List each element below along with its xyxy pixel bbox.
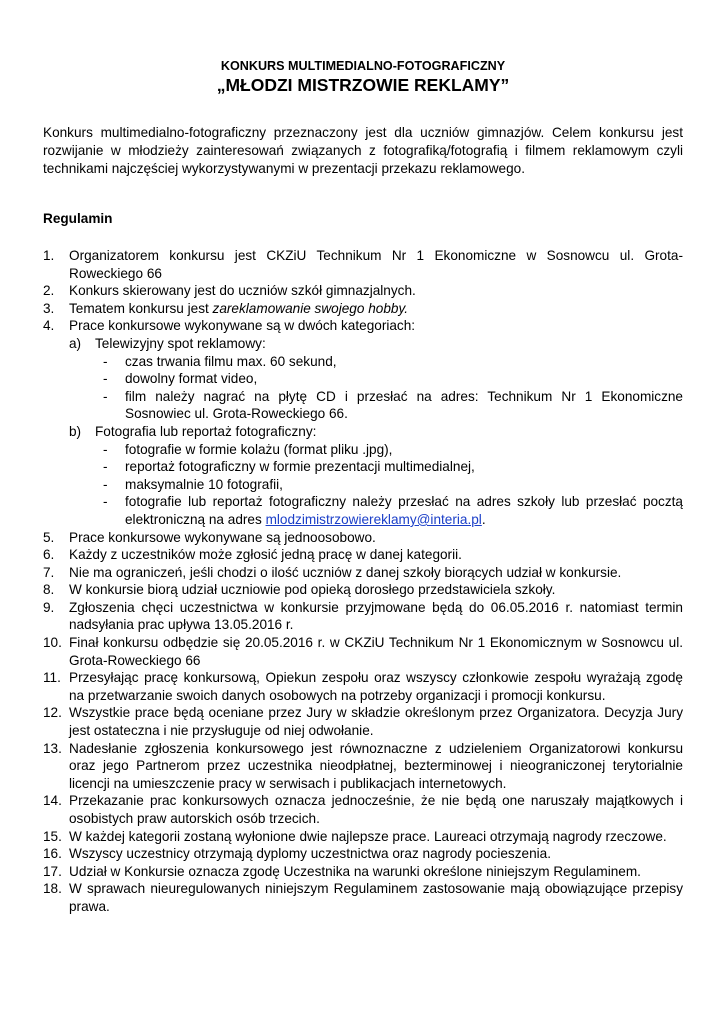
rule-text: W każdej kategorii zostaną wyłonione dwie najlepsze prace. Laureaci otrzymają nagrody rzeczowe.	[69, 828, 667, 844]
rule-text: Konkurs skierowany jest do uczniów szkół gimnazjalnych.	[69, 283, 416, 299]
rule-text: Nie ma ograniczeń, jeśli chodzi o ilość uczniów z danej szkoły biorących udział w konkursie.	[69, 564, 622, 580]
list-item: - maksymalnie 10 fotografii,	[103, 476, 283, 492]
regulamin-heading: Regulamin	[43, 211, 113, 226]
category-a: a) Telewizyjny spot reklamowy: - czas trwania filmu max. 60 sekund, - dowolny format video, - film należy nagrać na płytę CD i przesłać na adres: Technikum Nr 1 Ekonomiczne Sosnowiec ul. Grota-Roweckiego 66.	[69, 335, 683, 422]
rule-text: Przekazanie prac konkursowych oznacza jednocześnie, że nie będą one naruszały majątkowych i osobistych praw autorskich osób trzecich.	[69, 793, 683, 826]
rule-text: W konkursie biorą udział uczniowie pod opieką dorosłego przedstawiciela szkoły.	[69, 582, 556, 598]
rule-text: Zgłoszenia chęci uczestnictwa w konkursie przyjmowane będą do 06.05.2016 r. natomiast termin nadsyłania prac upływa 13.05.2016 r.	[69, 599, 683, 633]
rule-item-5: 5. Prace konkursowe wykonywane są jednoosobowo.	[43, 529, 376, 545]
rule-text-italic: zareklamowanie swojego hobby.	[212, 300, 409, 316]
list-item: - dowolny format video,	[103, 371, 258, 387]
rule-item-16: 16. Wszyscy uczestnicy otrzymają dyplomy uczestnictwa oraz nagrody pocieszenia.	[43, 846, 552, 862]
email-link[interactable]: mlodzimistrzowiereklamy@interia.pl	[265, 511, 482, 527]
rule-item-12: 12. Wszystkie prace będą oceniane przez Jury w składzie określonym przez Organizatora. Decyzja Jury jest ostateczna i nie przysługuje od niej odwołanie.	[43, 705, 683, 739]
rule-text: Organizatorem konkursu jest CKZiU Technikum Nr 1 Ekonomiczne w Sosnowcu ul. Grota-Roweckiego 66	[69, 248, 683, 281]
rule-item-4: 4. Prace konkursowe wykonywane są w dwóch kategoriach: a) Telewizyjny spot reklamowy: - czas trwania filmu max. 60 sekund, - dowolny format video, - film należy nagrać na płytę CD i przesłać na adres: Technikum Nr 1 Ekonomiczne Sosnowiec ul. Grota-Roweckiego 66. b) Fotografia lub reportaż fotograficzny: - fotografie w formie kolażu (format pliku .jpg), - reportaż fotograficzny w formie prezentacji multimedialnej, - maksymalnie 10 fotografii, - fotografie lub reportaż fotograficzny należy przesłać na adres szkoły lub przesłać pocztą elektroniczną na adres mlodzimistrzowiereklamy@interia.pl.	[43, 318, 683, 527]
rule-item-17: 17. Udział w Konkursie oznacza zgodę Uczestnika na warunki określone niniejszym Regulaminem.	[43, 863, 641, 879]
list-item: - film należy nagrać na płytę CD i przesłać na adres: Technikum Nr 1 Ekonomiczne Sosnowiec ul. Grota-Roweckiego 66.	[103, 388, 683, 422]
rule-item-11: 11. Przesyłając pracę konkursową, Opiekun zespołu oraz wszyscy członkowie zespołu wyrażają zgodę na przetwarzanie swoich danych osobowych na potrzeby organizacji i promocji konkursu.	[43, 670, 683, 703]
rule-item-7: 7. Nie ma ograniczeń, jeśli chodzi o ilość uczniów z danej szkoły biorących udział w konkursie.	[43, 564, 622, 580]
rule-item-2: 2. Konkurs skierowany jest do uczniów szkół gimnazjalnych.	[43, 283, 416, 299]
rules-list	[43, 247, 683, 916]
contest-title-heading: „MŁODZI MISTRZOWIE REKLAMY”	[216, 75, 510, 95]
rule-text: W sprawach nieuregulowanych niniejszym Regulaminem zastosowanie mają obowiązujące przepisy prawa.	[69, 881, 683, 914]
rule-text: Finał konkursu odbędzie się 20.05.2016 r. w CKZiU Technikum Nr 1 Ekonomicznym w Sosnowcu ul. Grota-Roweckiego 66	[69, 635, 683, 668]
rule-item-18: 18. W sprawach nieuregulowanych niniejszym Regulaminem zastosowanie mają obowiązujące przepisy prawa.	[43, 881, 683, 914]
rule-item-14: 14. Przekazanie prac konkursowych oznacza jednocześnie, że nie będą one naruszały majątkowych i osobistych praw autorskich osób trzecich.	[43, 793, 683, 826]
list-item: - fotografie w formie kolażu (format pliku .jpg),	[103, 441, 393, 457]
rule-item-9: 9. Zgłoszenia chęci uczestnictwa w konkursie przyjmowane będą do 06.05.2016 r. natomiast termin nadsyłania prac upływa 13.05.2016 r.	[43, 599, 683, 633]
category-b: b) Fotografia lub reportaż fotograficzny: - fotografie w formie kolażu (format pliku .jpg), - reportaż fotograficzny w formie prezentacji multimedialnej, - maksymalnie 10 fotografii, - fotografie lub reportaż fotograficzny należy przesłać na adres szkoły lub przesłać pocztą elektroniczną na adres mlodzimistrzowiereklamy@interia.pl.	[69, 423, 683, 527]
rule-item-15: 15. W każdej kategorii zostaną wyłonione dwie najlepsze prace. Laureaci otrzymają nagrody rzeczowe.	[43, 828, 667, 844]
list-item: - czas trwania filmu max. 60 sekund,	[103, 353, 337, 369]
rule-item-13: 13. Nadesłanie zgłoszenia konkursowego jest równoznaczne z udzieleniem Organizatorowi konkursu oraz jego Partnerom przez uczestnika nieodpłatnej, bezterminowej i nieograniczonej terytorialnie licencji na umieszczenie pracy w serwisach i publikacjach internetowych.	[43, 740, 683, 791]
intro-paragraph: Konkurs multimedialno-fotograficzny przeznaczony jest dla uczniów gimnazjów. Celem konkursu jest rozwijanie w młodzieży zainteresowań związanych z fotografiką/fotografią i filmem reklamowym czyli technikami najczęściej wykorzystywanymi w prezentacji przekazu reklamowego.	[43, 125, 683, 176]
list-item: - reportaż fotograficzny w formie prezentacji multimedialnej,	[103, 459, 475, 475]
list-item: - fotografie lub reportaż fotograficzny należy przesłać na adres szkoły lub przesłać pocztą elektroniczną na adres mlodzimistrzowiereklamy@interia.pl.	[103, 494, 683, 527]
rule-item-6: 6. Każdy z uczestników może zgłosić jedną pracę w danej kategorii.	[43, 547, 462, 563]
rule-text: Prace konkursowe wykonywane są w dwóch kategoriach:	[69, 318, 416, 334]
rule-text: Nadesłanie zgłoszenia konkursowego jest równoznaczne z udzieleniem Organizatorowi konkursu oraz jego Partnerom przez uczestnika nieodpłatnej, bezterminowej i nieograniczonej terytorialnie licencji na umieszczenie pracy w serwisach i publikacjach internetowych.	[69, 740, 683, 791]
contest-type-heading: KONKURS MULTIMEDIALNO-FOTOGRAFICZNY	[220, 59, 506, 73]
category-a-title: Telewizyjny spot reklamowy:	[95, 335, 266, 351]
rule-item-8: 8. W konkursie biorą udział uczniowie pod opieką dorosłego przedstawiciela szkoły.	[43, 582, 556, 598]
rule-text: Przesyłając pracę konkursową, Opiekun zespołu oraz wszyscy członkowie zespołu wyrażają zgodę na przetwarzanie swoich danych osobowych na potrzeby organizacji i promocji konkursu.	[69, 670, 683, 703]
document-page	[43, 58, 683, 916]
rule-item-1: 1. Organizatorem konkursu jest CKZiU Technikum Nr 1 Ekonomiczne w Sosnowcu ul. Grota-Roweckiego 66	[43, 248, 683, 281]
rule-item-3: 3. Tematem konkursu jest zareklamowanie swojego hobby.	[43, 300, 409, 316]
rule-text: Wszystkie prace będą oceniane przez Jury w składzie określonym przez Organizatora. Decyzja Jury jest ostateczna i nie przysługuje od niej odwołanie.	[69, 705, 683, 739]
rule-text: Wszyscy uczestnicy otrzymają dyplomy uczestnictwa oraz nagrody pocieszenia.	[69, 846, 552, 862]
rule-text: Udział w Konkursie oznacza zgodę Uczestnika na warunki określone niniejszym Regulaminem.	[69, 863, 641, 879]
rule-text: Każdy z uczestników może zgłosić jedną pracę w danej kategorii.	[69, 547, 462, 563]
rule-text: Prace konkursowe wykonywane są jednoosobowo.	[69, 529, 376, 545]
rule-text: Tematem konkursu jest	[69, 300, 213, 316]
category-b-title: Fotografia lub reportaż fotograficzny:	[95, 423, 317, 439]
rule-item-10: 10. Finał konkursu odbędzie się 20.05.2016 r. w CKZiU Technikum Nr 1 Ekonomicznym w Sosnowcu ul. Grota-Roweckiego 66	[43, 635, 683, 668]
